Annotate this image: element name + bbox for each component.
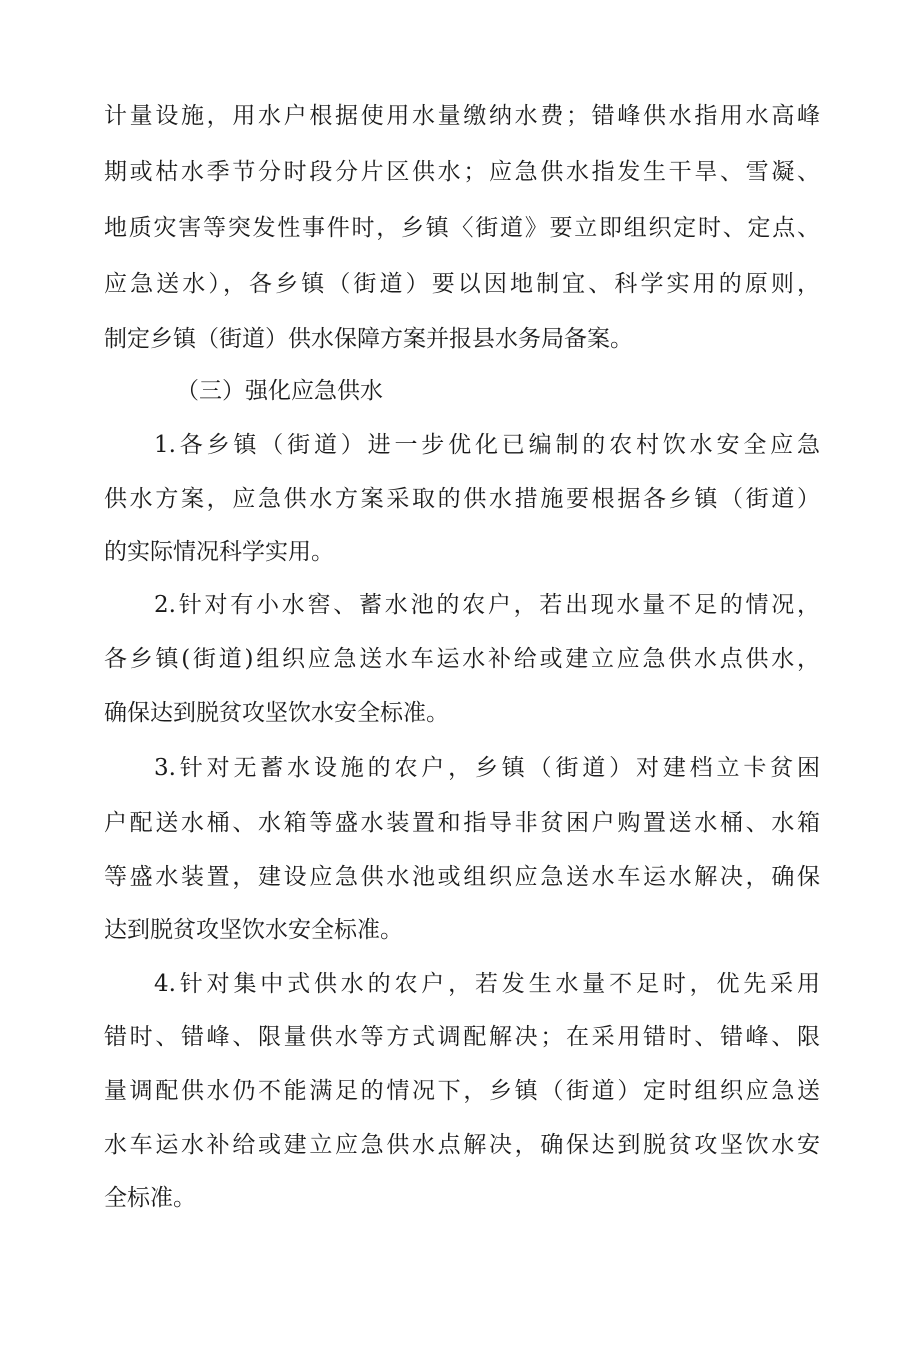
body-text-line: 全标准。 (104, 1185, 196, 1211)
body-text-line: 供水方案，应急供水方案采取的供水措施要根据各乡镇（街道） (104, 486, 820, 512)
body-text-line: 水车运水补给或建立应急供水点解决，确保达到脱贫攻坚饮水安 (104, 1132, 820, 1158)
body-text-line: 达到脱贫攻坚饮水安全标准。 (104, 917, 403, 943)
section-heading: （三）强化应急供水 (176, 378, 383, 404)
body-text-line: 期或枯水季节分时段分片区供水；应急供水指发生干旱、雪凝、 (104, 159, 820, 185)
body-text-line: 的实际情况科学实用。 (104, 539, 334, 565)
body-text-line: 确保达到脱贫攻坚饮水安全标准。 (104, 700, 449, 726)
body-text-line: 4.针对集中式供水的农户，若发生水量不足时，优先采用 (154, 971, 820, 997)
body-text-line: 错时、错峰、限量供水等方式调配解决；在采用错时、错峰、限 (104, 1024, 820, 1050)
body-text-line: 户配送水桶、水箱等盛水装置和指导非贫困户购置送水桶、水箱 (104, 810, 820, 836)
body-text-line: 计量设施，用水户根据使用水量缴纳水费；错峰供水指用水高峰 (104, 103, 820, 129)
body-text-line: 1.各乡镇（街道）进一步优化已编制的农村饮水安全应急 (154, 432, 820, 458)
body-text-line: 等盛水装置，建设应急供水池或组织应急送水车运水解决，确保 (104, 864, 820, 890)
body-text-line: 2.针对有小水窖、蓄水池的农户，若出现水量不足的情况， (154, 592, 820, 618)
body-text-line: 3.针对无蓄水设施的农户，乡镇（街道）对建档立卡贫困 (154, 755, 820, 781)
body-text-line: 量调配供水仍不能满足的情况下，乡镇（街道）定时组织应急送 (104, 1078, 820, 1104)
body-text-line: 制定乡镇（街道）供水保障方案并报县水务局备案。 (104, 326, 633, 352)
body-text-line: 应急送水），各乡镇（街道）要以因地制宜、科学实用的原则， (104, 271, 820, 297)
body-text-line: 地质灾害等突发性事件时，乡镇〈街道》要立即组织定时、定点、 (104, 215, 820, 241)
body-text-line: 各乡镇(街道)组织应急送水车运水补给或建立应急供水点供水， (104, 646, 820, 672)
